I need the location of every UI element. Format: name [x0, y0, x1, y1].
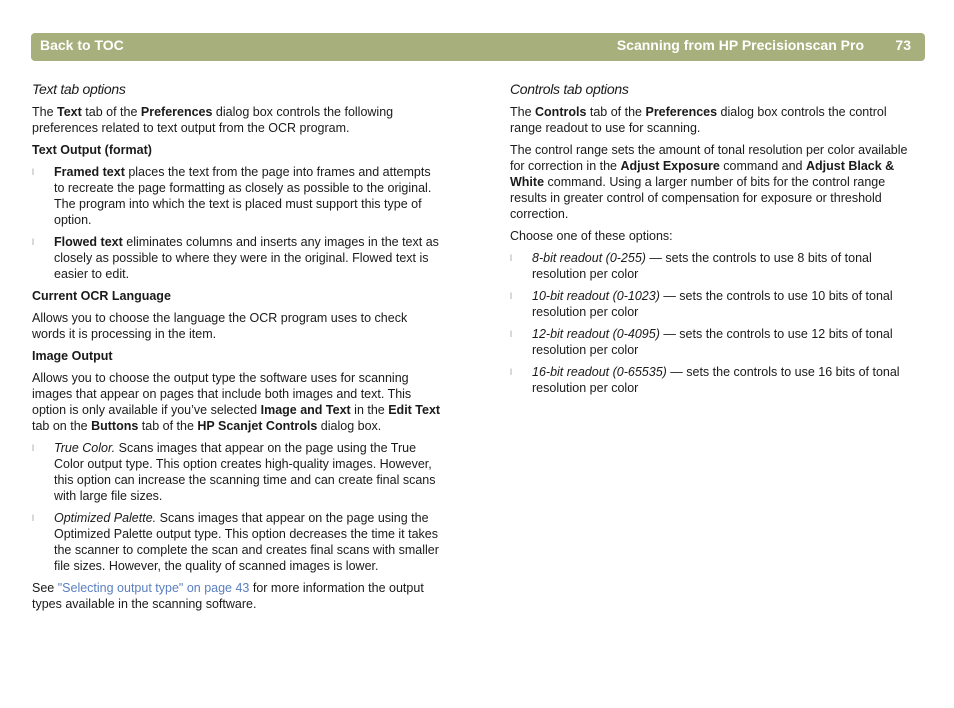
- bullet-marker: l: [32, 513, 34, 523]
- list-item: l 16-bit readout (0-65535) — sets the controls to use 16 bits of tonal resolution per color: [510, 365, 900, 395]
- list-item: l Framed text places the text from the page into frames and attempts to recreate the page formatting as closely as possible to the original. The program into which the text is placed must support this type of option.: [32, 165, 432, 227]
- list-item: l True Color. Scans images that appear on the page using the True Color output type. This option creates high-quality images. However, this option can increase the scanning time and can create final scans with large file sizes.: [32, 441, 436, 503]
- list-item: l Optimized Palette. Scans images that appear on the page using the Optimized Palette output type. This option decreases the time it takes the scanner to complete the scan and creates final scans with smaller file sizes. However, the quality of scanned images is lower.: [32, 511, 439, 573]
- document-title: Scanning from HP Precisionscan Pro: [616, 37, 864, 53]
- bullet-marker: l: [510, 367, 512, 377]
- left-column: [32, 80, 444, 618]
- image-output-heading: Image Output: [32, 349, 113, 363]
- controls-tab-intro: The Controls tab of the Preferences dialog box controls the control range readout to use for scanning.: [510, 105, 887, 135]
- list-item: l 10-bit readout (0-1023) — sets the controls to use 10 bits of tonal resolution per color: [510, 289, 893, 319]
- choose-options-text: Choose one of these options:: [510, 229, 673, 243]
- ocr-language-heading: Current OCR Language: [32, 289, 171, 303]
- bullet-marker: l: [510, 329, 512, 339]
- page-number: 73: [895, 37, 911, 53]
- header-bar: [31, 33, 925, 61]
- see-also-paragraph: See "Selecting output type" on page 43 for more information the output types available in the scanning software.: [32, 581, 424, 611]
- bullet-marker: l: [510, 291, 512, 301]
- bullet-marker: l: [510, 253, 512, 263]
- list-item: l Flowed text eliminates columns and inserts any images in the text as closely as possible to where they were in the original. Flowed text is easier to edit.: [32, 235, 439, 281]
- bullet-marker: l: [32, 167, 34, 177]
- list-item: l 12-bit readout (0-4095) — sets the controls to use 12 bits of tonal resolution per color: [510, 327, 893, 357]
- bullet-marker: l: [32, 237, 34, 247]
- image-output-body: Allows you to choose the output type the software uses for scanning images that appear on pages that include both images and text. This option is only available if you’ve selected Image and Text in the Edit Text tab on the Buttons tab of the HP Scanjet Controls dialog box.: [32, 371, 441, 433]
- section-title-text-tab: Text tab options: [32, 81, 126, 97]
- bullet-marker: l: [32, 443, 34, 453]
- ocr-language-body: Allows you to choose the language the OCR program uses to check words it is processing in the item.: [32, 311, 408, 341]
- text-tab-intro: The Text tab of the Preferences dialog box controls the following preferences related to text output from the OCR program.: [32, 105, 394, 135]
- selecting-output-type-link[interactable]: "Selecting output type" on page 43: [57, 581, 250, 595]
- text-output-heading: Text Output (format): [32, 143, 152, 157]
- section-title-controls-tab: Controls tab options: [510, 81, 629, 97]
- control-range-paragraph: The control range sets the amount of tonal resolution per color available for correction in the Adjust Exposure command and Adjust Black & White command. Using a larger number of bits for the control range results in greater control of compensation for exposure or threshold correction.: [510, 143, 908, 221]
- back-to-toc-link[interactable]: Back to TOC: [40, 37, 124, 53]
- list-item: l 8-bit readout (0-255) — sets the controls to use 8 bits of tonal resolution per color: [510, 251, 872, 281]
- right-column: [510, 80, 922, 402]
